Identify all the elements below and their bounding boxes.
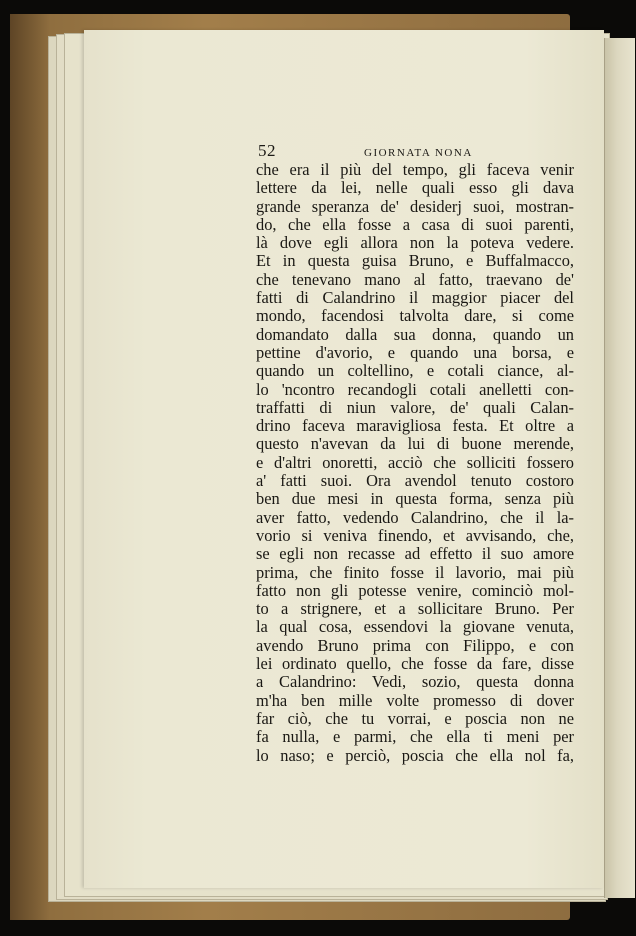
- text-line: se egli non recasse ad effetto il suo amore: [256, 544, 574, 564]
- page-header: [258, 141, 574, 161]
- text-line: che era il più del tempo, gli faceva venir: [256, 160, 574, 179]
- text-line: domandato dalla sua donna, quando un: [256, 324, 574, 344]
- text-line: to a strignere, et a sollicitare Bruno. Per: [256, 599, 574, 619]
- text-line: grande speranza de' desiderj suoi, mostran-: [256, 196, 574, 216]
- text-line: traffatti di niun valore, de' quali Calan-: [256, 397, 574, 417]
- text-line: avendo Bruno prima con Filippo, e con: [256, 635, 574, 655]
- text-line: questo n'avevan da lui di buone merende,: [256, 434, 574, 454]
- text-line: ben due mesi in questa forma, senza più: [256, 489, 574, 509]
- text-line: lo naso; e perciò, poscia che ella nol fa,: [256, 745, 574, 765]
- cover-shadow: [10, 14, 50, 920]
- text-line: lettere da lei, nelle quali esso gli dava: [256, 178, 574, 198]
- text-line: mondo, facendosi talvolta dare, si come: [256, 306, 574, 326]
- text-line: Et in questa guisa Bruno, e Buffalmacco,: [256, 251, 574, 271]
- text-line: prima, che finito fosse il lavorio, mai più: [256, 562, 574, 582]
- text-line: a' fatti suoi. Ora avendol tenuto costoro: [256, 471, 574, 491]
- text-line: lo 'ncontro recandogli cotali anelletti con-: [256, 379, 574, 399]
- text-line: fatti di Calandrino il maggior piacer del: [256, 288, 574, 308]
- page-number: 52: [258, 141, 276, 160]
- text-line: aver fatto, vedendo Calandrino, che il la-: [256, 507, 574, 527]
- text-line: drino faceva maravigliosa festa. Et oltre a: [256, 416, 574, 436]
- text-line: la qual cosa, essendovi la giovane venuta,: [256, 617, 574, 637]
- body-text: [256, 161, 574, 765]
- text-line: che tenevano mano al fatto, traevano de': [256, 269, 574, 289]
- text-line: vorio si veniva finendo, et avvisando, che,: [256, 525, 574, 545]
- text-line: pettine d'avorio, e quando una borsa, e: [256, 342, 574, 362]
- text-line: là dove egli allora non la poteva vedere.: [256, 233, 574, 253]
- text-line: far ciò, che tu vorrai, e poscia non ne: [256, 708, 574, 728]
- text-line: do, che ella fosse a casa di suoi parenti,: [256, 214, 574, 234]
- text-line: e d'altri onoretti, acciò che solliciti fossero: [256, 452, 574, 472]
- text-line: m'ha ben mille volte promesso di dover: [256, 690, 574, 710]
- text-line: quando un coltellino, e cotali ciance, al-: [256, 361, 574, 381]
- running-head: GIORNATA NONA: [364, 147, 473, 159]
- text-line: a Calandrino: Vedi, sozio, questa donna: [256, 672, 574, 692]
- text-line: fa nulla, e parmi, che ella ti meni per: [256, 727, 574, 747]
- facing-page-edge: [604, 38, 635, 898]
- text-line: lei ordinato quello, che fosse da fare, disse: [256, 654, 574, 674]
- text-line: fatto non gli potesse venire, cominciò mol-: [256, 580, 574, 600]
